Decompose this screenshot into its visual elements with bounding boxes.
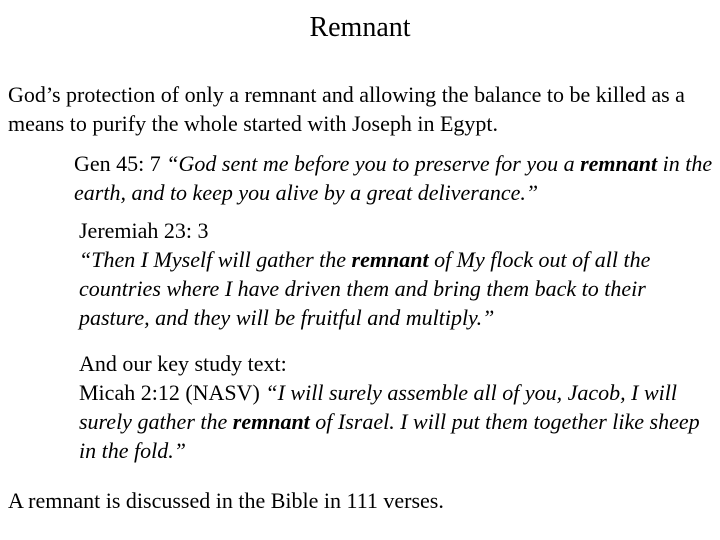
micah-paragraph xyxy=(79,378,716,465)
jeremiah-quote-end: of My flock out of all the countries where I have driven them and bring them back to their pasture, and they will be fruitful and multiply.” xyxy=(79,247,651,330)
micah-lead: And our key study text: xyxy=(79,351,287,376)
genesis-reference: Gen 45: 7 xyxy=(74,151,167,176)
genesis-paragraph xyxy=(74,149,716,207)
jeremiah-remnant-word: remnant xyxy=(351,247,429,272)
closing-statement: A remnant is discussed in the Bible in 111 verses. xyxy=(8,488,444,513)
micah-quote-block xyxy=(79,349,716,465)
jeremiah-reference: Jeremiah 23: 3 xyxy=(79,218,209,243)
genesis-quote-block xyxy=(74,149,716,207)
jeremiah-quote-block xyxy=(79,216,716,332)
genesis-quote-end: in the earth, and to keep you alive by a great deliverance.” xyxy=(74,151,713,205)
micah-quote-end: of Israel. I will put them together like sheep in the fold.” xyxy=(79,409,700,463)
jeremiah-quote-start: “Then I Myself will gather the xyxy=(79,247,352,272)
micah-reference: Micah 2:12 (NASV) xyxy=(79,380,266,405)
jeremiah-paragraph xyxy=(79,245,716,332)
genesis-remnant-word: remnant xyxy=(580,151,658,176)
slide-title: Remnant xyxy=(309,12,411,43)
intro-paragraph: God’s protection of only a remnant and allowing the balance to be killed as a means to purify the whole started with Joseph in Egypt. xyxy=(8,82,685,136)
micah-remnant-word: remnant xyxy=(232,409,310,434)
genesis-quote-start: “God sent me before you to preserve for you a xyxy=(166,151,581,176)
micah-quote-start: “I will surely assemble all of you, Jacob, I will surely gather the xyxy=(79,380,678,434)
